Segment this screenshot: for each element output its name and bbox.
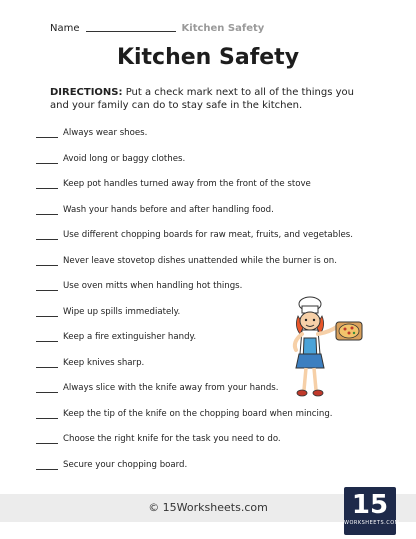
item-text: Keep a fire extinguisher handy. <box>63 332 197 342</box>
page-title: Kitchen Safety <box>116 45 300 70</box>
list-item <box>36 458 187 472</box>
list-item <box>36 381 279 395</box>
list-item <box>36 254 337 268</box>
item-text: Never leave stovetop dishes unattended while the burner is on. <box>63 255 337 266</box>
item-text: Secure your chopping board. <box>63 459 188 470</box>
name-line <box>86 30 176 32</box>
list-item <box>36 203 274 217</box>
check-blank[interactable] <box>36 443 58 444</box>
directions <box>50 86 370 112</box>
footer-copyright: © 15Worksheets.com <box>148 501 268 514</box>
list-item <box>36 126 147 140</box>
item-text: Use oven mitts when handling hot things. <box>63 281 243 291</box>
check-blank[interactable] <box>36 188 58 189</box>
item-text: Keep the tip of the knife on the chopping board when mincing. <box>63 408 333 419</box>
check-blank[interactable] <box>36 469 58 470</box>
list-item <box>36 279 242 293</box>
item-text: Keep pot handles turned away from the front of the stove <box>63 179 311 189</box>
list-item <box>36 330 196 344</box>
directions-text: Put a check mark next to all of the things you and your family can do to stay safe in the kitchen. <box>50 87 355 111</box>
list-item <box>36 228 353 242</box>
check-blank[interactable] <box>36 163 58 164</box>
item-text: Avoid long or baggy clothes. <box>63 153 186 164</box>
list-item <box>36 356 144 370</box>
logo-subtitle: WORKSHEETS.COM <box>344 520 400 526</box>
item-text: Choose the right knife for the task you need to do. <box>63 434 281 444</box>
logo-number: 15 <box>351 490 389 520</box>
15worksheets-logo <box>344 487 400 535</box>
item-text: Use different chopping boards for raw meat, fruits, and vegetables. <box>63 230 353 240</box>
item-text: Wipe up spills immediately. <box>63 306 181 317</box>
list-item <box>36 305 180 319</box>
directions-label: DIRECTIONS: <box>50 87 123 98</box>
header-topic: Kitchen Safety <box>181 23 265 34</box>
list-item <box>36 432 281 446</box>
check-blank[interactable] <box>36 341 58 342</box>
check-blank[interactable] <box>36 239 58 240</box>
check-blank[interactable] <box>36 316 58 317</box>
check-blank[interactable] <box>36 137 58 138</box>
chef-pizza-illustration <box>286 296 366 400</box>
list-item <box>36 152 185 166</box>
check-blank[interactable] <box>36 418 58 419</box>
item-text: Keep knives sharp. <box>63 357 145 368</box>
item-text: Always slice with the knife away from your hands. <box>63 383 279 393</box>
check-blank[interactable] <box>36 290 58 291</box>
item-text: Always wear shoes. <box>63 128 148 138</box>
check-blank[interactable] <box>36 392 58 393</box>
check-blank[interactable] <box>36 265 58 266</box>
check-blank[interactable] <box>36 367 58 368</box>
name-label: Name <box>50 23 80 34</box>
list-item <box>36 407 333 421</box>
worksheet-header <box>50 23 264 34</box>
check-blank[interactable] <box>36 214 58 215</box>
list-item <box>36 177 311 191</box>
item-text: Wash your hands before and after handling food. <box>63 204 274 215</box>
